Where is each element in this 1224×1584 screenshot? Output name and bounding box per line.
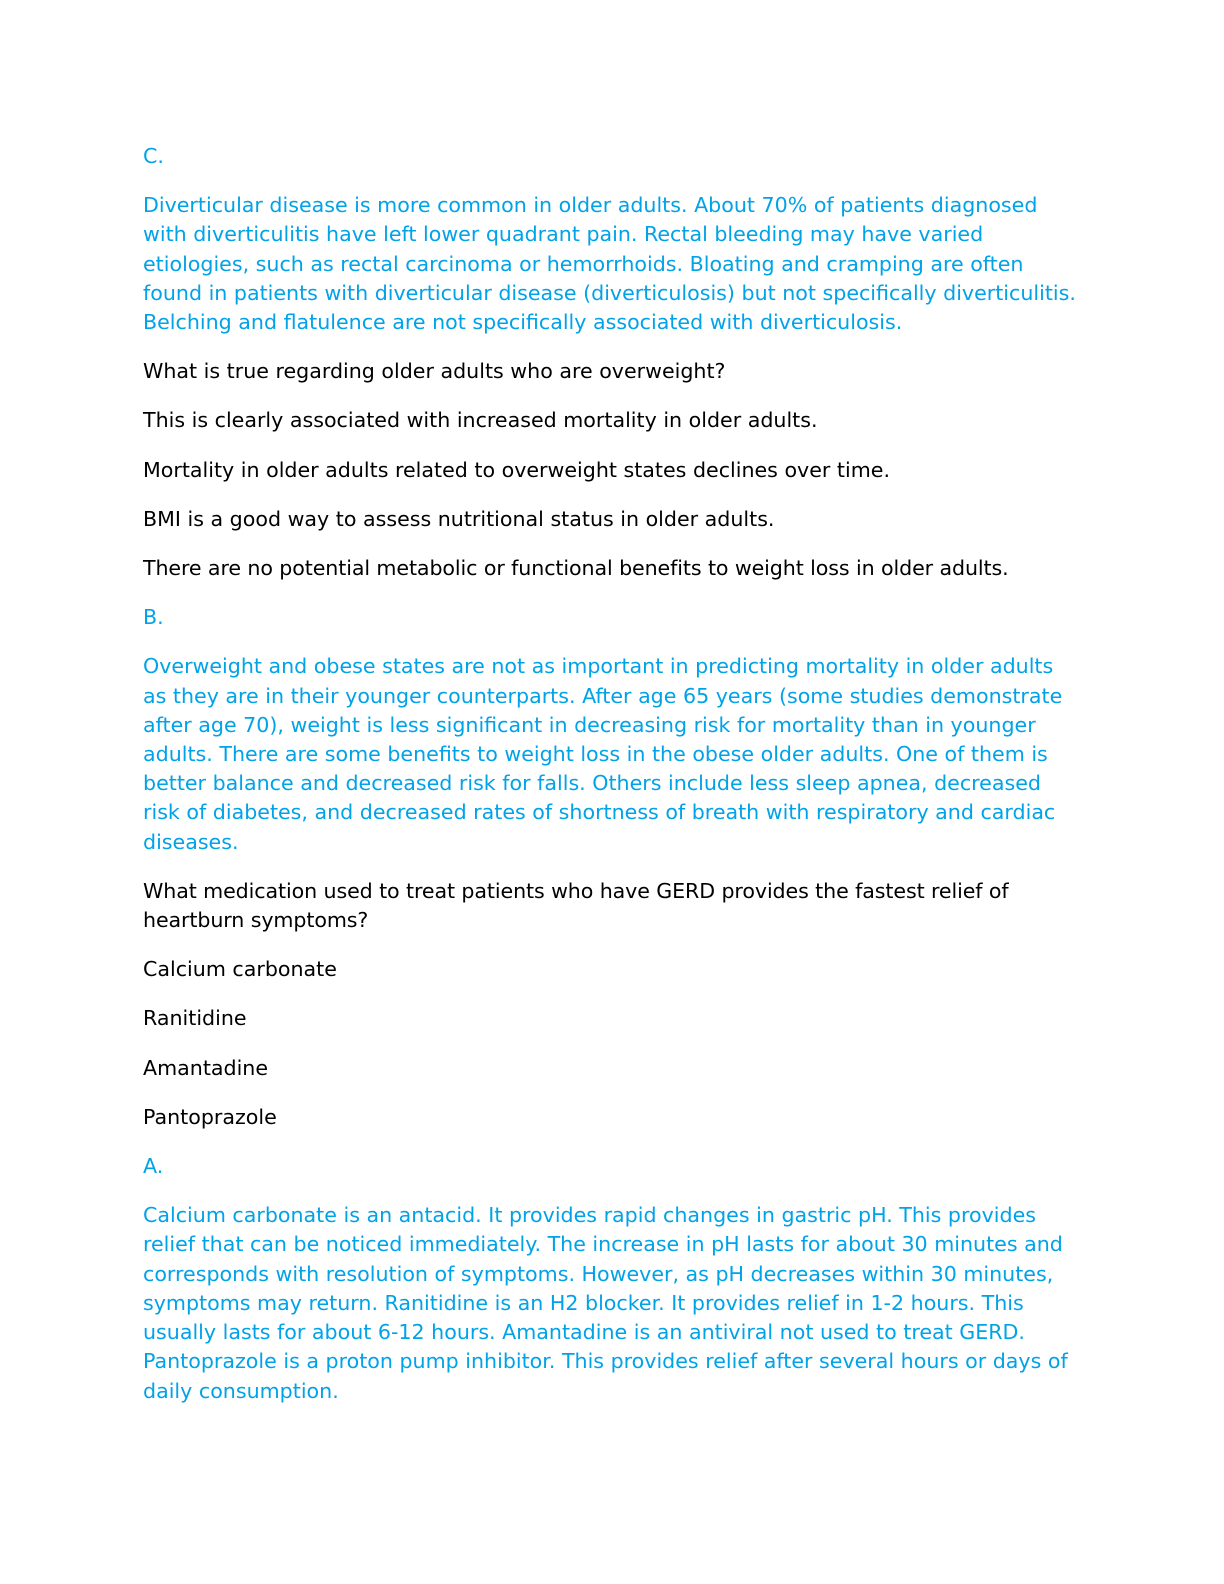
answer-letter-a: A. — [143, 1154, 164, 1179]
option-overweight-2: Mortality in older adults related to overweight states declines over time. — [143, 457, 890, 482]
answer-explanation-overweight: Overweight and obese states are not as important in predicting mortality in older adults as they are in their younger counterparts. After age 65 years (some studies demonstrate after age 70), weight is less significant in decreasing risk for mortality than in younger adults. There are some benefits to weight loss in the obese older adults. One of them is better balance and decreased risk for falls. Others include less sleep apnea, decreased risk of diabetes, and decreased rates of shortness of breath with respiratory and cardiac diseases. — [143, 654, 1063, 854]
answer-explanation-diverticular: Diverticular disease is more common in older adults. About 70% of patients diagnosed with diverticulitis have left lower quadrant pain. Rectal bleeding may have varied etiologies, such as rectal carcinoma or hemorrhoids. Bloating and cramping are often found in patients with diverticular disease (diverticulosis) but not specifically diverticulitis. Belching and flatulence are not specifically associated with diverticulosis. — [143, 193, 1076, 335]
document-page — [143, 142, 1078, 1426]
option-gerd-1: Calcium carbonate — [143, 957, 337, 982]
option-overweight-1: This is clearly associated with increased mortality in older adults. — [143, 408, 818, 433]
option-gerd-3: Amantadine — [143, 1055, 269, 1080]
answer-letter-b: B. — [143, 605, 164, 630]
answer-letter-c: C. — [143, 144, 164, 168]
option-gerd-2: Ranitidine — [143, 1006, 247, 1031]
option-overweight-3: BMI is a good way to assess nutritional status in older adults. — [143, 506, 775, 531]
question-overweight: What is true regarding older adults who are overweight? — [143, 359, 726, 384]
option-overweight-4: There are no potential metabolic or functional benefits to weight loss in older adults. — [143, 556, 1009, 581]
question-gerd: What medication used to treat patients who have GERD provides the fastest relief of heartburn symptoms? — [143, 878, 1009, 933]
answer-explanation-gerd: Calcium carbonate is an antacid. It provides rapid changes in gastric pH. This provides relief that can be noticed immediately. The increase in pH lasts for about 30 minutes and corresponds with resolution of symptoms. However, as pH decreases within 30 minutes, symptoms may return. Ranitidine is an H2 blocker. It provides relief in 1-2 hours. This usually lasts for about 6-12 hours. Amantadine is an antiviral not used to treat GERD. Pantoprazole is a proton pump inhibitor. This provides relief after several hours or days of daily consumption. — [143, 1203, 1068, 1403]
option-gerd-4: Pantoprazole — [143, 1104, 277, 1129]
